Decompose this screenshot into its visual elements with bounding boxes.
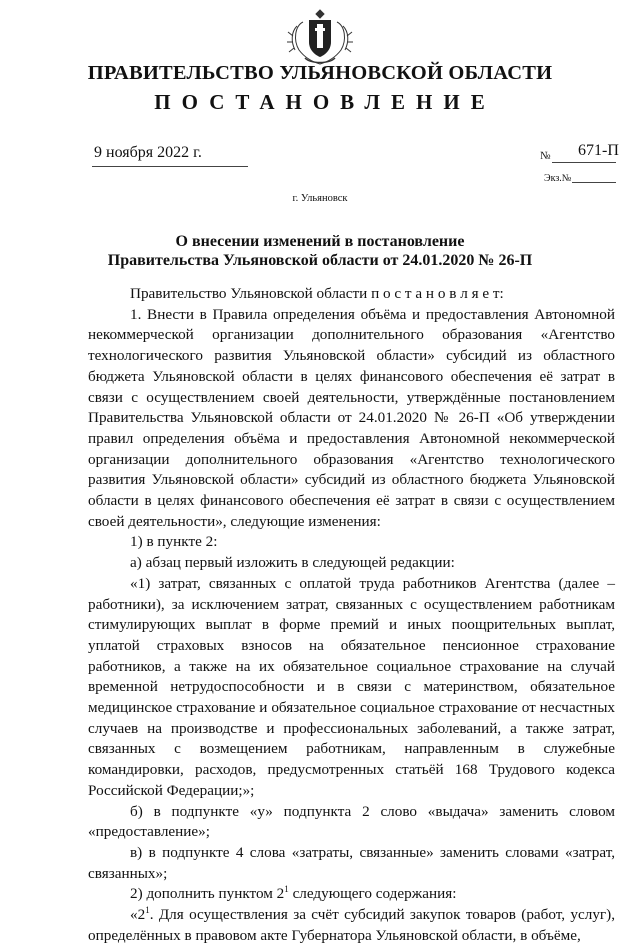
coat-of-arms-icon xyxy=(285,6,355,68)
copy-number-label: Экз.№ xyxy=(544,173,572,184)
title-line-2: Правительства Ульяновской области от 24.01.2020 № 26-П xyxy=(107,252,533,269)
paragraph-3: а) абзац первый изложить в следующей редакции: xyxy=(130,554,455,572)
number-label: № xyxy=(540,150,551,162)
paragraph-8-superscript: 1 xyxy=(145,905,150,916)
government-name: ПРАВИТЕЛЬСТВО УЛЬЯНОВСКОЙ ОБЛАСТИ xyxy=(87,62,553,84)
paragraph-6: в) в подпункте 4 слова «затраты, связанные» заменить словами «затрат, связанных»; xyxy=(88,843,615,882)
paragraph-2: 1) в пункте 2: xyxy=(130,533,218,551)
paragraph-8 xyxy=(88,905,615,946)
document-body xyxy=(88,284,615,947)
document-title xyxy=(0,232,640,270)
paragraph-1: 1. Внести в Правила определения объёма и предоставления Автономной некоммерческой организации дополнительного образования «Агентство технологического развития Ульяновской области» субсидий из областного бюджета Ульяновской области в целях финансового обеспечения её затрат в связи с осуществлением своей деятельности, утверждённые постановлением Правительства Ульяновской области от 24.01.2020 № 26-П «Об утверждении правил определения объёма и предоставления Автономной некоммерческой организации дополнительного образования «Агентство технологического развития Ульяновской области» субсидий из областного бюджета Ульяновской области в целях финансового обеспечения её затрат в связи с осуществлением своей деятельности», следующие изменения: xyxy=(88,305,615,530)
document-type: ПОСТАНОВЛЕНИЕ xyxy=(154,90,496,114)
number-underline xyxy=(552,162,616,163)
paragraph-8-text-end: . Для осуществления за счёт субсидий закупок товаров (работ, услуг), определённых в правовом акте Губернатора Ульяновской области, в объёме, xyxy=(88,906,615,944)
paragraph-7-text-end: следующего содержания: xyxy=(288,885,457,903)
title-line-1: О внесении изменений в постановление xyxy=(175,233,465,250)
intro-paragraph: Правительство Ульяновской области п о с т а н о в л я е т: xyxy=(130,285,504,302)
copy-number-underline xyxy=(572,182,616,183)
paragraph-5: б) в подпункте «у» подпункта 2 слово «выдача» заменить словом «предоставление»; xyxy=(88,802,615,841)
document-date: 9 ноября 2022 г. xyxy=(94,144,202,161)
city: г. Ульяновск xyxy=(292,193,348,204)
date-underline xyxy=(92,166,248,167)
paragraph-7-text: 2) дополнить пунктом 2 xyxy=(130,885,285,903)
paragraph-7 xyxy=(88,884,615,905)
document-number: 671-П xyxy=(578,142,619,159)
paragraph-4: «1) затрат, связанных с оплатой труда работников Агентства (далее – работники), за исключением затрат, связанных с осуществлением работникам стимулирующих выплат в форме премий и иных поощрительных выплат, уплатой страховых взносов на обязательное пенсионное страхование работников, а также на их обязательное социальное страхование на случай временной нетрудоспособности и в связи с материнством, обязательное медицинское страхование и обязательное социальное страхование от несчастных случаев на производстве и профессиональных заболеваний, а также затрат, связанных с возмещением работникам, направленным в служебные командировки, расходов, предусмотренных статьёй 168 Трудового кодекса Российской Федерации;»; xyxy=(88,574,615,799)
paragraph-8-text: «2 xyxy=(130,906,146,924)
paragraph-7-superscript: 1 xyxy=(284,884,289,895)
